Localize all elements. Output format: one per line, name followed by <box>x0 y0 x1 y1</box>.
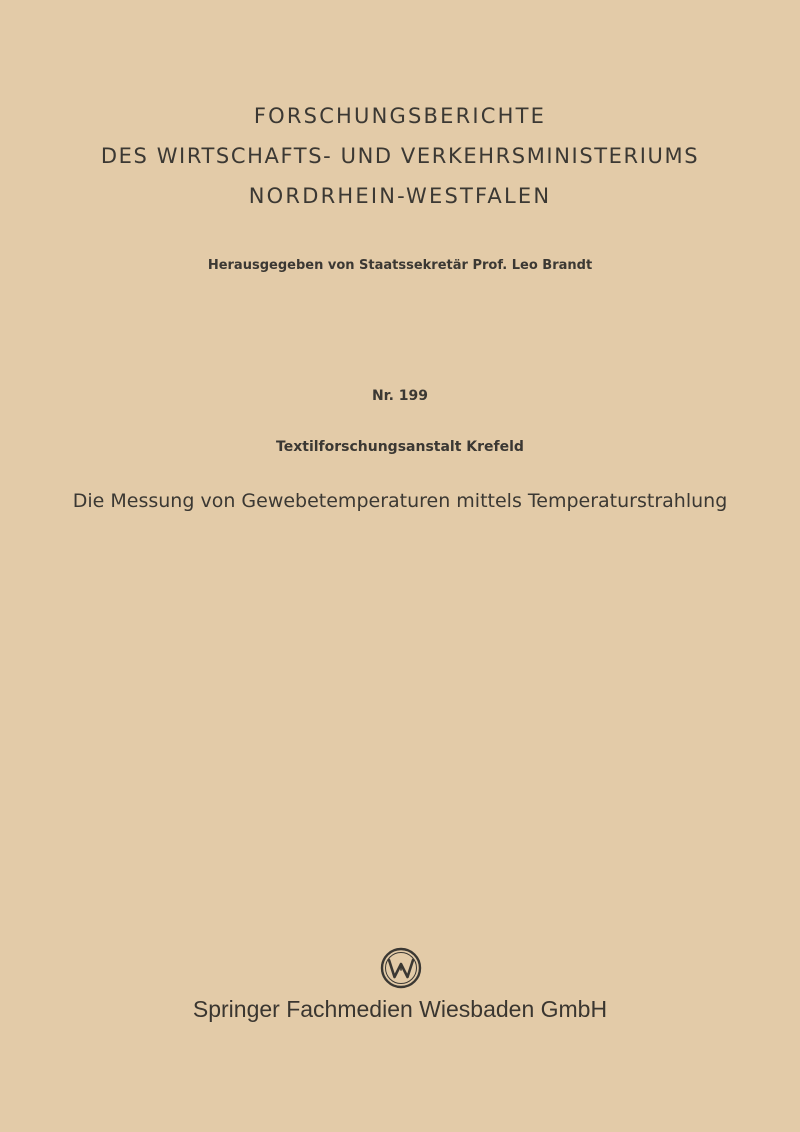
publisher-name: Springer Fachmedien Wiesbaden GmbH <box>192 996 608 1022</box>
series-title-line-1: FORSCHUNGSBERICHTE <box>253 104 547 128</box>
series-title-line-3: NORDRHEIN-WESTFALEN <box>248 184 552 208</box>
volume-number: Nr. 199 <box>371 388 429 404</box>
author-institute: Textilforschungsanstalt Krefeld <box>276 439 524 455</box>
publisher-logo-icon <box>380 947 422 989</box>
editor-credit: Herausgegeben von Staatssekretär Prof. Leo Brandt <box>207 258 593 273</box>
series-title-line-2: DES WIRTSCHAFTS- UND VERKEHRSMINISTERIUMS <box>100 144 700 168</box>
book-title: Die Messung von Gewebetemperaturen mittels Temperaturstrahlung <box>72 490 728 512</box>
